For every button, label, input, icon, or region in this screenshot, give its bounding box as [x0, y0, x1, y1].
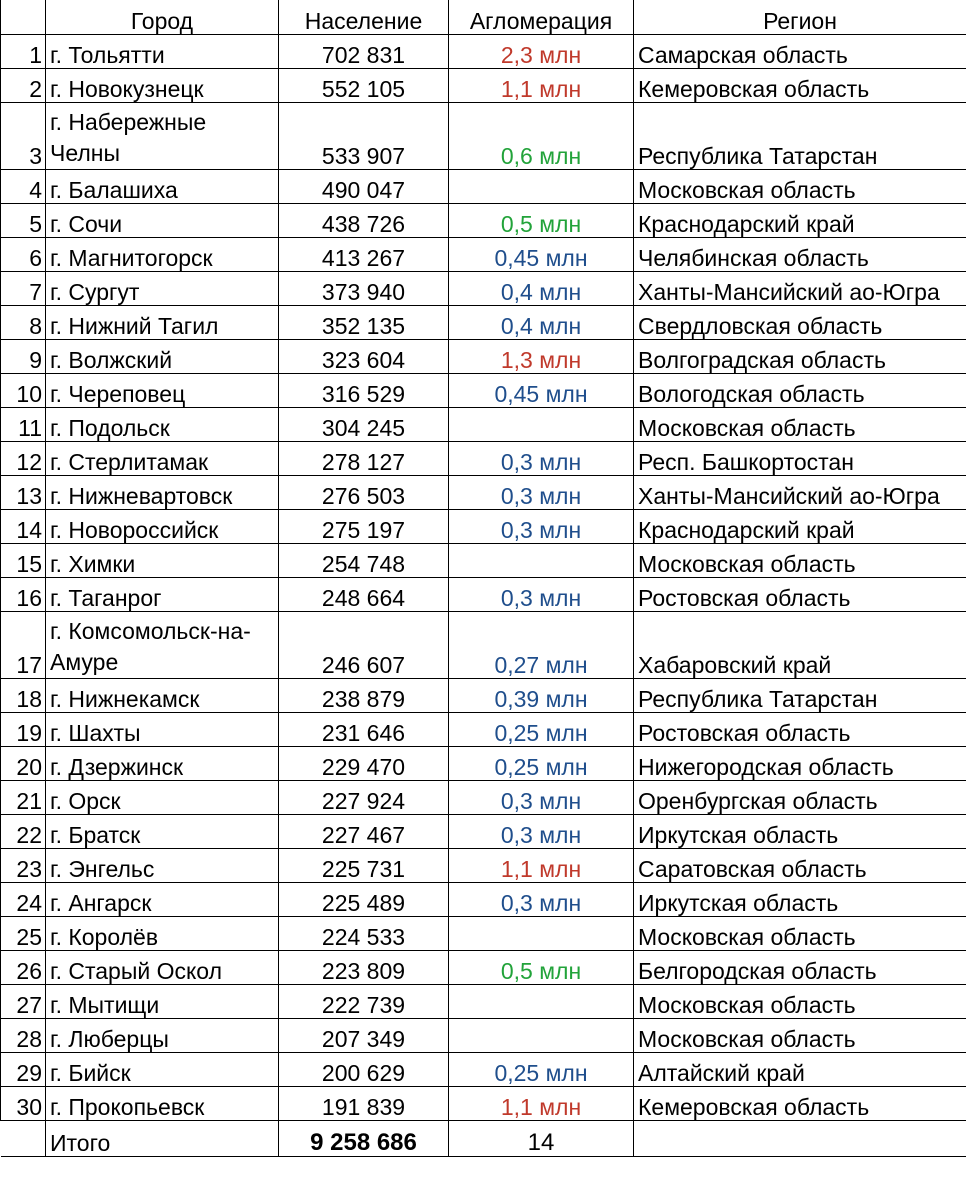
city-cell[interactable]: г. Комсомольск-на-Амуре [46, 612, 279, 679]
city-cell[interactable]: г. Шахты [46, 713, 279, 747]
row-number[interactable]: 6 [1, 238, 46, 272]
row-number[interactable]: 3 [1, 103, 46, 170]
agglomeration-cell[interactable]: 1,1 млн [449, 69, 634, 103]
city-cell[interactable]: г. Нижний Тагил [46, 306, 279, 340]
city-cell[interactable]: г. Старый Оскол [46, 951, 279, 985]
region-cell[interactable]: Челябинская область [634, 238, 966, 272]
table-row [1, 238, 966, 272]
row-number[interactable]: 28 [1, 1019, 46, 1053]
population-cell[interactable]: 490 047 [279, 170, 449, 204]
city-cell[interactable]: г. Королёв [46, 917, 279, 951]
region-cell[interactable]: Хабаровский край [634, 612, 966, 679]
city-cell[interactable]: г. Сочи [46, 204, 279, 238]
region-cell[interactable]: Респ. Башкортостан [634, 442, 966, 476]
region-cell[interactable]: Вологодская область [634, 374, 966, 408]
city-cell[interactable]: г. Прокопьевск [46, 1087, 279, 1121]
table-row [1, 849, 966, 883]
row-number[interactable]: 8 [1, 306, 46, 340]
table-row [1, 1019, 966, 1053]
population-cell[interactable]: 229 470 [279, 747, 449, 781]
population-cell[interactable]: 191 839 [279, 1087, 449, 1121]
region-cell[interactable]: Кемеровская область [634, 69, 966, 103]
table-row [1, 713, 966, 747]
table-row [1, 476, 966, 510]
header-agglomeration[interactable]: Агломерация [449, 0, 634, 35]
agglomeration-cell[interactable] [449, 544, 634, 578]
population-cell[interactable]: 304 245 [279, 408, 449, 442]
agglomeration-cell[interactable]: 0,39 млн [449, 679, 634, 713]
agglomeration-cell[interactable]: 0,3 млн [449, 883, 634, 917]
city-cell[interactable]: г. Тольятти [46, 35, 279, 69]
population-cell[interactable]: 222 739 [279, 985, 449, 1019]
population-cell[interactable]: 552 105 [279, 69, 449, 103]
row-number[interactable]: 11 [1, 408, 46, 442]
region-cell[interactable]: Иркутская область [634, 815, 966, 849]
table-row [1, 612, 966, 679]
agglomeration-cell[interactable]: 0,3 млн [449, 781, 634, 815]
city-cell[interactable]: г. Энгельс [46, 849, 279, 883]
total-agglomeration[interactable]: 14 [449, 1121, 634, 1157]
table-row [1, 1087, 966, 1121]
agglomeration-cell[interactable] [449, 408, 634, 442]
header-num[interactable] [1, 0, 46, 35]
region-cell[interactable]: Оренбургская область [634, 781, 966, 815]
population-cell[interactable]: 438 726 [279, 204, 449, 238]
row-number[interactable]: 5 [1, 204, 46, 238]
population-cell[interactable]: 323 604 [279, 340, 449, 374]
population-cell[interactable]: 316 529 [279, 374, 449, 408]
region-cell[interactable]: Республика Татарстан [634, 679, 966, 713]
population-cell[interactable]: 254 748 [279, 544, 449, 578]
region-cell[interactable]: Московская область [634, 544, 966, 578]
table-row [1, 69, 966, 103]
region-cell[interactable]: Московская область [634, 170, 966, 204]
agglomeration-cell[interactable]: 0,5 млн [449, 951, 634, 985]
agglomeration-cell[interactable]: 0,3 млн [449, 578, 634, 612]
agglomeration-cell[interactable]: 0,45 млн [449, 238, 634, 272]
table-row [1, 306, 966, 340]
agglomeration-cell[interactable]: 1,1 млн [449, 849, 634, 883]
city-cell[interactable]: г. Нижнекамск [46, 679, 279, 713]
city-cell[interactable]: г. Новороссийск [46, 510, 279, 544]
row-number[interactable]: 13 [1, 476, 46, 510]
row-number[interactable]: 9 [1, 340, 46, 374]
row-number[interactable]: 26 [1, 951, 46, 985]
region-cell[interactable]: Ханты-Мансийский ао-Югра [634, 272, 966, 306]
city-cell[interactable]: г. Волжский [46, 340, 279, 374]
header-region[interactable]: Регион [634, 0, 966, 35]
city-cell[interactable]: г. Химки [46, 544, 279, 578]
row-number[interactable]: 21 [1, 781, 46, 815]
region-cell[interactable]: Кемеровская область [634, 1087, 966, 1121]
table-row [1, 408, 966, 442]
row-number[interactable]: 30 [1, 1087, 46, 1121]
total-label[interactable]: Итого [46, 1121, 279, 1157]
city-cell[interactable]: г. Магнитогорск [46, 238, 279, 272]
row-number[interactable]: 14 [1, 510, 46, 544]
city-cell[interactable]: г. Новокузнецк [46, 69, 279, 103]
region-cell[interactable]: Республика Татарстан [634, 103, 966, 170]
table-row [1, 35, 966, 69]
city-cell[interactable]: г. Люберцы [46, 1019, 279, 1053]
region-cell[interactable]: Самарская область [634, 35, 966, 69]
population-cell[interactable]: 533 907 [279, 103, 449, 170]
table-row [1, 204, 966, 238]
table-row [1, 917, 966, 951]
region-cell[interactable]: Московская область [634, 917, 966, 951]
agglomeration-cell[interactable]: 0,27 млн [449, 612, 634, 679]
table-row [1, 442, 966, 476]
row-number[interactable]: 19 [1, 713, 46, 747]
agglomeration-cell[interactable]: 0,3 млн [449, 815, 634, 849]
region-cell[interactable]: Свердловская область [634, 306, 966, 340]
row-number[interactable]: 2 [1, 69, 46, 103]
agglomeration-cell[interactable] [449, 985, 634, 1019]
population-cell[interactable]: 200 629 [279, 1053, 449, 1087]
city-cell[interactable]: г. Сургут [46, 272, 279, 306]
region-cell[interactable]: Краснодарский край [634, 510, 966, 544]
population-cell[interactable]: 275 197 [279, 510, 449, 544]
population-cell[interactable]: 352 135 [279, 306, 449, 340]
region-cell[interactable]: Иркутская область [634, 883, 966, 917]
region-cell[interactable]: Ростовская область [634, 713, 966, 747]
table-row [1, 103, 966, 170]
city-cell[interactable]: г. Подольск [46, 408, 279, 442]
table-row [1, 272, 966, 306]
population-cell[interactable]: 224 533 [279, 917, 449, 951]
agglomeration-cell[interactable]: 0,4 млн [449, 306, 634, 340]
row-number[interactable]: 1 [1, 35, 46, 69]
agglomeration-cell[interactable]: 0,4 млн [449, 272, 634, 306]
agglomeration-cell[interactable]: 2,3 млн [449, 35, 634, 69]
region-cell[interactable]: Московская область [634, 985, 966, 1019]
table-row [1, 951, 966, 985]
population-cell[interactable]: 227 924 [279, 781, 449, 815]
table-body [1, 35, 966, 1121]
city-cell[interactable]: г. Балашиха [46, 170, 279, 204]
city-cell[interactable]: г. Набережные Челны [46, 103, 279, 170]
agglomeration-cell[interactable]: 0,6 млн [449, 103, 634, 170]
city-cell[interactable]: г. Нижневартовск [46, 476, 279, 510]
agglomeration-cell[interactable]: 0,3 млн [449, 476, 634, 510]
region-cell[interactable]: Алтайский край [634, 1053, 966, 1087]
row-number[interactable]: 10 [1, 374, 46, 408]
table-row [1, 374, 966, 408]
row-number[interactable]: 17 [1, 612, 46, 679]
row-number[interactable]: 4 [1, 170, 46, 204]
region-cell[interactable]: Краснодарский край [634, 204, 966, 238]
table-row [1, 985, 966, 1019]
region-cell[interactable]: Ханты-Мансийский ао-Югра [634, 476, 966, 510]
agglomeration-cell[interactable]: 0,5 млн [449, 204, 634, 238]
agglomeration-cell[interactable]: 1,3 млн [449, 340, 634, 374]
table-row [1, 883, 966, 917]
row-number[interactable]: 18 [1, 679, 46, 713]
row-number[interactable]: 22 [1, 815, 46, 849]
table-row [1, 340, 966, 374]
table-row [1, 1053, 966, 1087]
agglomeration-cell[interactable]: 1,1 млн [449, 1087, 634, 1121]
city-cell[interactable]: г. Братск [46, 815, 279, 849]
city-cell[interactable]: г. Мытищи [46, 985, 279, 1019]
agglomeration-cell[interactable]: 0,3 млн [449, 442, 634, 476]
population-cell[interactable]: 373 940 [279, 272, 449, 306]
population-cell[interactable]: 227 467 [279, 815, 449, 849]
population-cell[interactable]: 248 664 [279, 578, 449, 612]
row-number[interactable]: 16 [1, 578, 46, 612]
city-cell[interactable]: г. Ангарск [46, 883, 279, 917]
total-row [1, 1121, 966, 1157]
agglomeration-cell[interactable] [449, 1019, 634, 1053]
table-row [1, 578, 966, 612]
row-number[interactable]: 27 [1, 985, 46, 1019]
total-population[interactable]: 9 258 686 [279, 1121, 449, 1157]
agglomeration-cell[interactable]: 0,25 млн [449, 1053, 634, 1087]
total-region-cell[interactable] [634, 1121, 966, 1157]
table-row [1, 781, 966, 815]
agglomeration-cell[interactable]: 0,25 млн [449, 713, 634, 747]
city-cell[interactable]: г. Стерлитамак [46, 442, 279, 476]
table-row [1, 679, 966, 713]
population-cell[interactable]: 225 489 [279, 883, 449, 917]
region-cell[interactable]: Ростовская область [634, 578, 966, 612]
city-cell[interactable]: г. Орск [46, 781, 279, 815]
header-row [1, 0, 966, 35]
region-cell[interactable]: Волгоградская область [634, 340, 966, 374]
population-cell[interactable]: 223 809 [279, 951, 449, 985]
population-cell[interactable]: 238 879 [279, 679, 449, 713]
region-cell[interactable]: Белгородская область [634, 951, 966, 985]
population-cell[interactable]: 231 646 [279, 713, 449, 747]
table-row [1, 510, 966, 544]
population-cell[interactable]: 413 267 [279, 238, 449, 272]
table-row [1, 815, 966, 849]
city-cell[interactable]: г. Бийск [46, 1053, 279, 1087]
row-number[interactable]: 29 [1, 1053, 46, 1087]
header-city[interactable]: Город [46, 0, 279, 35]
population-cell[interactable]: 702 831 [279, 35, 449, 69]
city-cell[interactable]: г. Дзержинск [46, 747, 279, 781]
agglomeration-cell[interactable] [449, 170, 634, 204]
city-cell[interactable]: г. Череповец [46, 374, 279, 408]
row-number[interactable]: 20 [1, 747, 46, 781]
city-cell[interactable]: г. Таганрог [46, 578, 279, 612]
header-population[interactable]: Население [279, 0, 449, 35]
agglomeration-cell[interactable]: 0,45 млн [449, 374, 634, 408]
row-number[interactable]: 12 [1, 442, 46, 476]
row-number[interactable]: 15 [1, 544, 46, 578]
population-cell[interactable]: 225 731 [279, 849, 449, 883]
row-number[interactable]: 24 [1, 883, 46, 917]
region-cell[interactable]: Московская область [634, 1019, 966, 1053]
population-cell[interactable]: 207 349 [279, 1019, 449, 1053]
row-number[interactable]: 23 [1, 849, 46, 883]
row-number[interactable]: 25 [1, 917, 46, 951]
agglomeration-cell[interactable]: 0,25 млн [449, 747, 634, 781]
region-cell[interactable]: Саратовская область [634, 849, 966, 883]
agglomeration-cell[interactable]: 0,3 млн [449, 510, 634, 544]
region-cell[interactable]: Московская область [634, 408, 966, 442]
population-cell[interactable]: 246 607 [279, 612, 449, 679]
table-row [1, 170, 966, 204]
population-cell[interactable]: 278 127 [279, 442, 449, 476]
population-cell[interactable]: 276 503 [279, 476, 449, 510]
agglomeration-cell[interactable] [449, 917, 634, 951]
region-cell[interactable]: Нижегородская область [634, 747, 966, 781]
total-num-cell[interactable] [1, 1121, 46, 1157]
row-number[interactable]: 7 [1, 272, 46, 306]
table-row [1, 747, 966, 781]
table-row [1, 544, 966, 578]
